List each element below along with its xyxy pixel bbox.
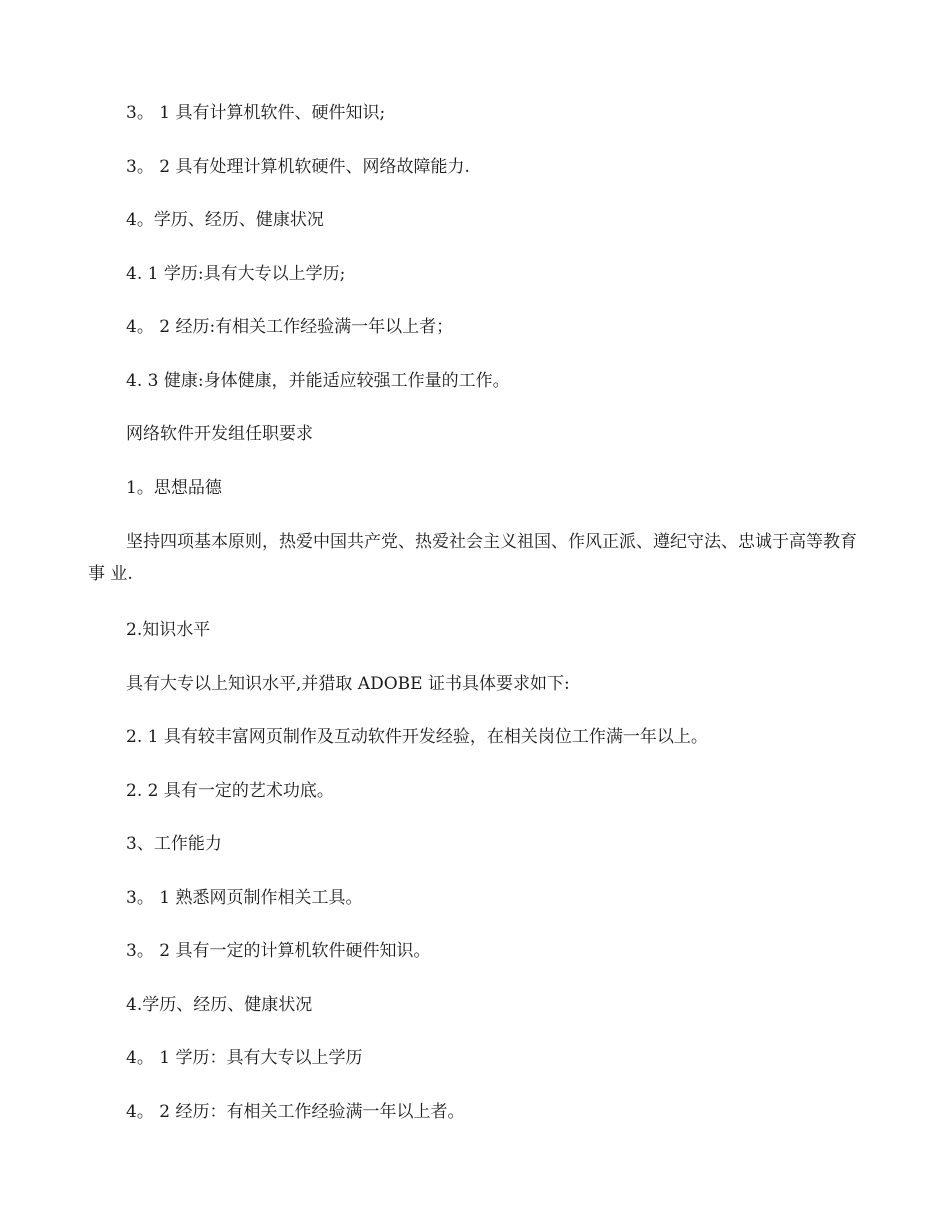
paragraph-4-1: 4. 1 学历:具有大专以上学历; — [126, 264, 346, 284]
paragraph-4-3: 4. 3 健康:身体健康，并能适应较强工作量的工作。 — [126, 371, 510, 391]
paragraph-3-1b: 3。 1 熟悉网页制作相关工具。 — [126, 888, 363, 908]
paragraph-1-heading: 1。思想品德 — [126, 478, 222, 498]
paragraph-4-heading-b: 4.学历、经历、健康状况 — [126, 995, 313, 1015]
paragraph-2-intro: 具有大专以上知识水平,并猎取 ADOBE 证书具体要求如下: — [126, 674, 570, 694]
paragraph-3-2: 3。 2 具有处理计算机软硬件、网络故障能力. — [126, 157, 470, 177]
section-title: 网络软件开发组任职要求 — [126, 424, 313, 444]
paragraph-4-1b: 4。 1 学历：具有大专以上学历 — [126, 1048, 363, 1068]
paragraph-2-1: 2. 1 具有较丰富网页制作及互动软件开发经验，在相关岗位工作满一年以上。 — [126, 727, 708, 747]
paragraph-4-heading: 4。学历、经历、健康状况 — [126, 210, 324, 230]
paragraph-1-body: 坚持四项基本原则，热爱中国共产党、热爱社会主义祖国、作风正派、遵纪守法、忠诚于高等教育事 业. — [88, 532, 857, 584]
paragraph-2-heading: 2.知识水平 — [126, 620, 211, 640]
paragraph-3-1: 3。 1 具有计算机软件、硬件知识; — [126, 103, 386, 123]
paragraph-3-heading: 3、工作能力 — [126, 834, 222, 854]
paragraph-2-2: 2. 2 具有一定的艺术功底。 — [126, 781, 334, 801]
paragraph-4-2: 4。 2 经历:有相关工作经验满一年以上者； — [126, 317, 454, 337]
paragraph-4-2b: 4。 2 经历：有相关工作经验满一年以上者。 — [126, 1102, 465, 1122]
paragraph-3-2b: 3。 2 具有一定的计算机软件硬件知识。 — [126, 941, 431, 961]
